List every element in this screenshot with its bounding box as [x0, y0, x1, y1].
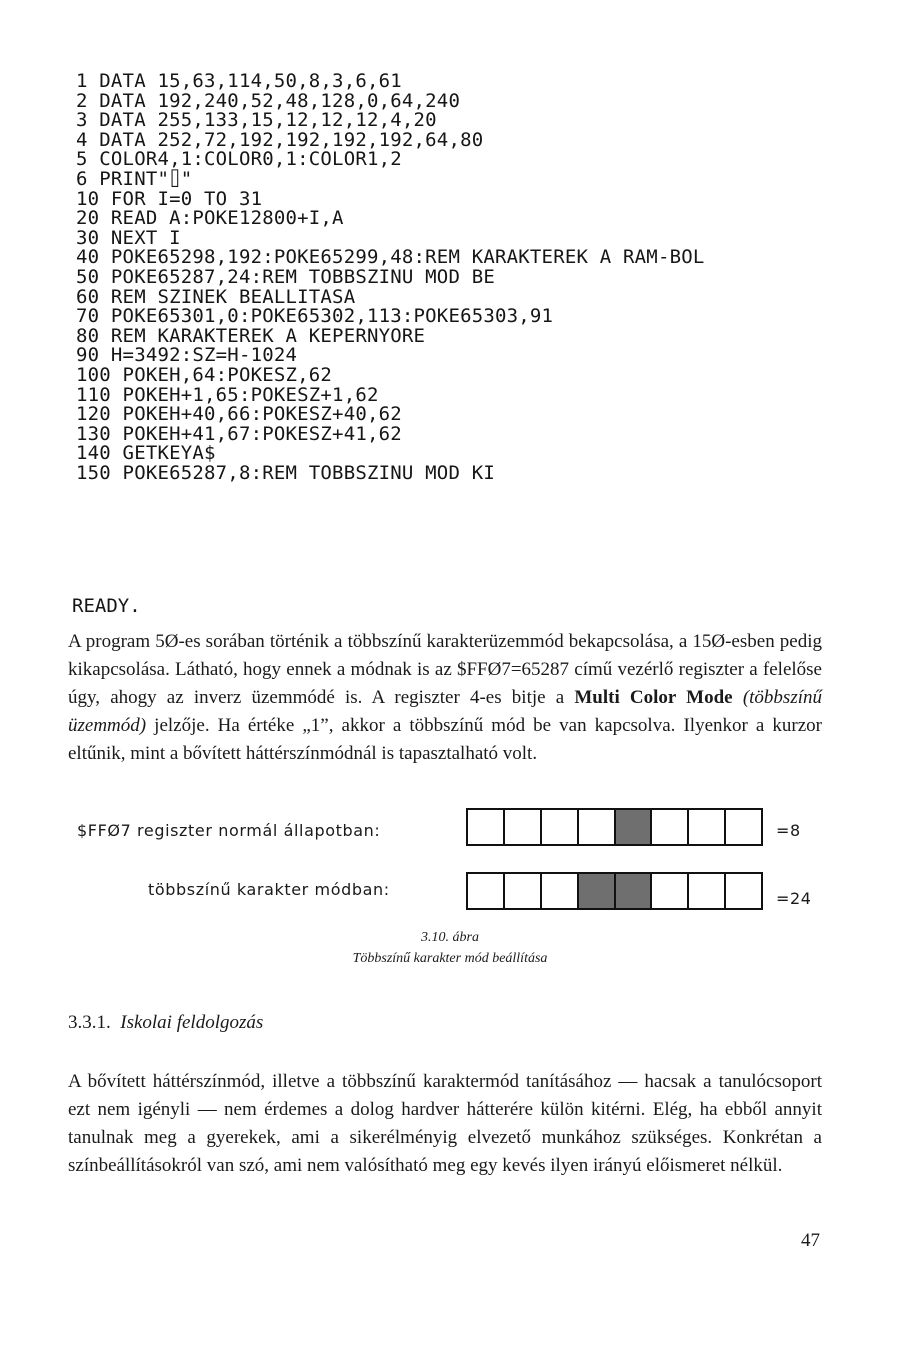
code-line: 2 DATA 192,240,52,48,128,0,64,240 [76, 89, 461, 112]
code-line: 100 POKEH,64:POKESZ,62 [76, 363, 333, 386]
code-line: 150 POKE65287,8:REM TOBBSZINU MOD KI [76, 461, 496, 484]
bit-cell [689, 874, 726, 908]
code-line: 5 COLOR4,1:COLOR0,1:COLOR1,2 [76, 148, 402, 171]
bit-cell [542, 810, 579, 844]
code-line: 40 POKE65298,192:POKE65299,48:REM KARAKTEREK A RAM-BOL [76, 246, 705, 269]
bit-cell [726, 810, 761, 844]
ready-prompt: READY. [72, 595, 141, 617]
section-title: Iskolai feldolgozás [120, 1012, 264, 1033]
register-multicolor-bits [466, 872, 763, 910]
bit-cell [505, 810, 542, 844]
code-line: 90 H=3492:SZ=H-1024 [76, 344, 298, 367]
code-line: 110 POKEH+1,65:POKESZ+1,62 [76, 383, 379, 406]
code-line: 4 DATA 252,72,192,192,192,192,64,80 [76, 128, 484, 151]
bit-cell [652, 810, 689, 844]
code-line: 50 POKE65287,24:REM TOBBSZINU MOD BE [76, 265, 496, 288]
code-line: 10 FOR I=0 TO 31 [76, 187, 263, 210]
bit-cell [579, 810, 616, 844]
code-line: 120 POKEH+40,66:POKESZ+40,62 [76, 403, 402, 426]
italic-term: (többszínű üzemmód) [68, 687, 822, 736]
bit-cell [689, 810, 726, 844]
section-number: 3.3.1. [68, 1012, 111, 1033]
bit-cell [652, 874, 689, 908]
bit-cell [542, 874, 579, 908]
code-line: 140 GETKEYA$ [76, 442, 216, 465]
code-line: 1 DATA 15,63,114,50,8,3,6,61 [76, 70, 402, 92]
code-line: 60 REM SZINEK BEALLITASA [76, 285, 356, 308]
code-line: 30 NEXT I [76, 226, 181, 249]
paragraph-text: jelzője. Ha értéke „1”, akkor a többszínű mód be van kapcsolva. Ilyenkor a kurzor eltűnik, mint a bővített háttérszínmódnál is tapasztalható volt. [68, 715, 822, 764]
bit-cell [616, 874, 653, 908]
bold-term: Multi Color Mode [574, 687, 733, 708]
code-line: 3 DATA 255,133,15,12,12,12,4,20 [76, 109, 437, 132]
register-normal-value: =8 [776, 821, 801, 840]
figure-caption: Többszínű karakter mód beállítása [352, 951, 548, 966]
paragraph-explanation [68, 628, 822, 768]
code-line: 130 POKEH+41,67:POKESZ+41,62 [76, 422, 402, 445]
register-normal-bits [466, 808, 763, 846]
section-heading [68, 1012, 263, 1034]
bit-cell [579, 874, 616, 908]
paragraph-text: A program 5Ø-es sorában történik a többszínű karakterüzemmód bekapcsolása, a 15Ø-esben pedig kikapcsolása. Látható, hogy ennek a módnak is az $FFØ7=65287 című vezérlő regiszter a felelőse úgy, ahogy az inverz üzemmódé is. A regiszter 4-es bitje a [68, 631, 822, 708]
page-number: 47 [801, 1230, 820, 1251]
bit-cell [468, 810, 505, 844]
code-line: 20 READ A:POKE12800+I,A [76, 207, 344, 230]
register-multicolor-value: =24 [776, 889, 812, 908]
code-line: 6 PRINT"⌷" [76, 167, 193, 190]
bit-cell [616, 810, 653, 844]
basic-program-listing [76, 72, 705, 483]
figure-number: 3.10. ábra [421, 930, 479, 945]
code-line: 70 POKE65301,0:POKE65302,113:POKE65303,91 [76, 305, 554, 328]
paragraph-teaching: A bővített háttérszínmód, illetve a többszínű karaktermód tanításához — hacsak a tanulócsoport ezt nem igényli — nem érdemes a dolog hardver hátterére külön kitérni. Elég, ha ebből annyit tanulnak meg a gyerekek, ami a sikerélményig elvezető munkához szükséges. Konkrétan a színbeállításokról van szó, ami nem valósítható meg egy kevés ilyen irányú előismeret nélkül. [68, 1071, 822, 1176]
bit-cell [505, 874, 542, 908]
register-normal-label: $FFØ7 regiszter normál állapotban: [77, 821, 381, 840]
bit-cell [468, 874, 505, 908]
bit-cell [726, 874, 761, 908]
code-line: 80 REM KARAKTEREK A KEPERNYORE [76, 324, 426, 347]
register-multicolor-label: többszínű karakter módban: [148, 880, 390, 899]
